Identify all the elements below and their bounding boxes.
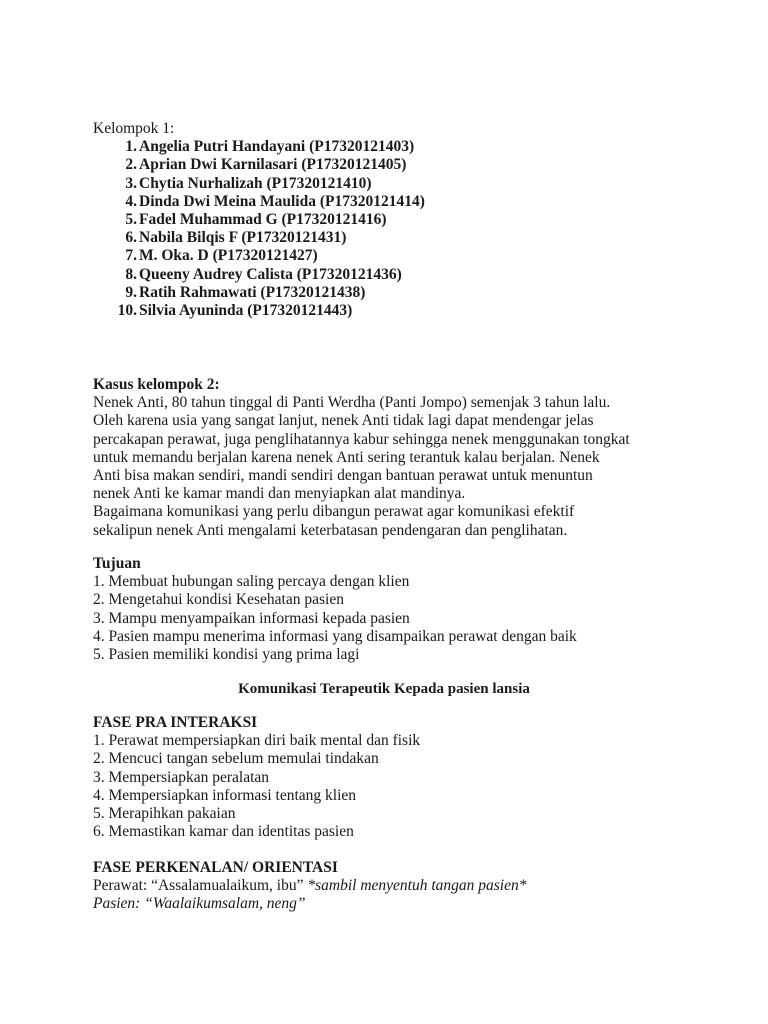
- group-title: Kelompok 1:: [93, 120, 175, 137]
- member-list: [93, 138, 693, 320]
- list-item: 4. Mempersiapkan informasi tentang klien: [93, 786, 357, 804]
- patient-dialogue: Pasien: “Waalaikumsalam, neng”: [93, 895, 306, 913]
- list-item: 10. Silvia Ayuninda (P17320121443): [117, 302, 353, 320]
- case-title: Kasus kelompok 2:: [93, 376, 220, 393]
- list-item: 5. Pasien memiliki kondisi yang prima lagi: [93, 646, 360, 664]
- list-item: 9. Ratih Rahmawati (P17320121438): [125, 283, 366, 301]
- pre-interaction-title: FASE PRA INTERAKSI: [93, 714, 258, 731]
- orientation-title: FASE PERKENALAN/ ORIENTASI: [93, 859, 338, 876]
- group-section: [93, 120, 693, 320]
- case-line: Bagaimana komunikasi yang perlu dibangun perawat agar komunikasi efektif: [93, 503, 575, 521]
- list-item: 1. Perawat mempersiapkan diri baik mental dan fisik: [93, 732, 421, 750]
- list-item: 1. Angelia Putri Handayani (P17320121403): [125, 138, 415, 156]
- case-line: nenek Anti ke kamar mandi dan menyiapkan alat mandinya.: [93, 485, 466, 503]
- nurse-line: Perawat: “Assalamualaikum, ibu”: [93, 877, 308, 895]
- list-item: 2. Mengetahui kondisi Kesehatan pasien: [93, 591, 344, 609]
- list-item: 6. Memastikan kamar dan identitas pasien: [93, 823, 354, 841]
- section-title: Komunikasi Terapeutik Kepada pasien lansia: [238, 681, 530, 697]
- nurse-dialogue: [93, 877, 693, 895]
- list-item: 5. Merapihkan pakaian: [93, 805, 236, 823]
- list-item: 7. M. Oka. D (P17320121427): [125, 247, 318, 265]
- goals-title: Tujuan: [93, 555, 141, 572]
- list-item: 6. Nabila Bilqis F (P17320121431): [125, 229, 347, 247]
- list-item: 3. Chytia Nurhalizah (P17320121410): [125, 174, 372, 192]
- list-item: 4. Pasien mampu menerima informasi yang disampaikan perawat dengan baik: [93, 627, 577, 645]
- list-item: 5. Fadel Muhammad G (P17320121416): [125, 211, 387, 229]
- orientation-section: [93, 859, 693, 914]
- list-item: 3. Mampu menyampaikan informasi kepada pasien: [93, 609, 410, 627]
- case-line: Anti bisa makan sendiri, mandi sendiri dengan bantuan perawat untuk menuntun: [93, 467, 593, 485]
- nurse-action: *sambil menyentuh tangan pasien*: [307, 877, 527, 895]
- list-item: 3. Mempersiapkan peralatan: [93, 768, 270, 786]
- list-item: 4. Dinda Dwi Meina Maulida (P17320121414): [125, 192, 425, 210]
- case-line: percakapan perawat, juga penglihatannya kabur sehingga nenek menggunakan tongkat: [93, 430, 630, 448]
- goals-section: [93, 555, 693, 664]
- list-item: 2. Aprian Dwi Karnilasari (P17320121405): [125, 156, 407, 174]
- list-item: 1. Membuat hubungan saling percaya dengan klien: [93, 573, 410, 591]
- case-line: Nenek Anti, 80 tahun tinggal di Panti Werdha (Panti Jompo) semenjak 3 tahun lalu.: [93, 394, 611, 412]
- pre-interaction-section: [93, 714, 693, 841]
- case-section: [93, 376, 693, 540]
- case-line: untuk memandu berjalan karena nenek Anti sering terantuk kalau berjalan. Nenek: [93, 448, 600, 466]
- list-item: 8. Queeny Audrey Calista (P17320121436): [125, 265, 402, 283]
- case-line: sekalipun nenek Anti mengalami keterbatasan pendengaran dan penglihatan.: [93, 521, 568, 539]
- list-item: 2. Mencuci tangan sebelum memulai tindakan: [93, 750, 379, 768]
- case-line: Oleh karena usia yang sangat lanjut, nenek Anti tidak lagi dapat mendengar jelas: [93, 412, 594, 430]
